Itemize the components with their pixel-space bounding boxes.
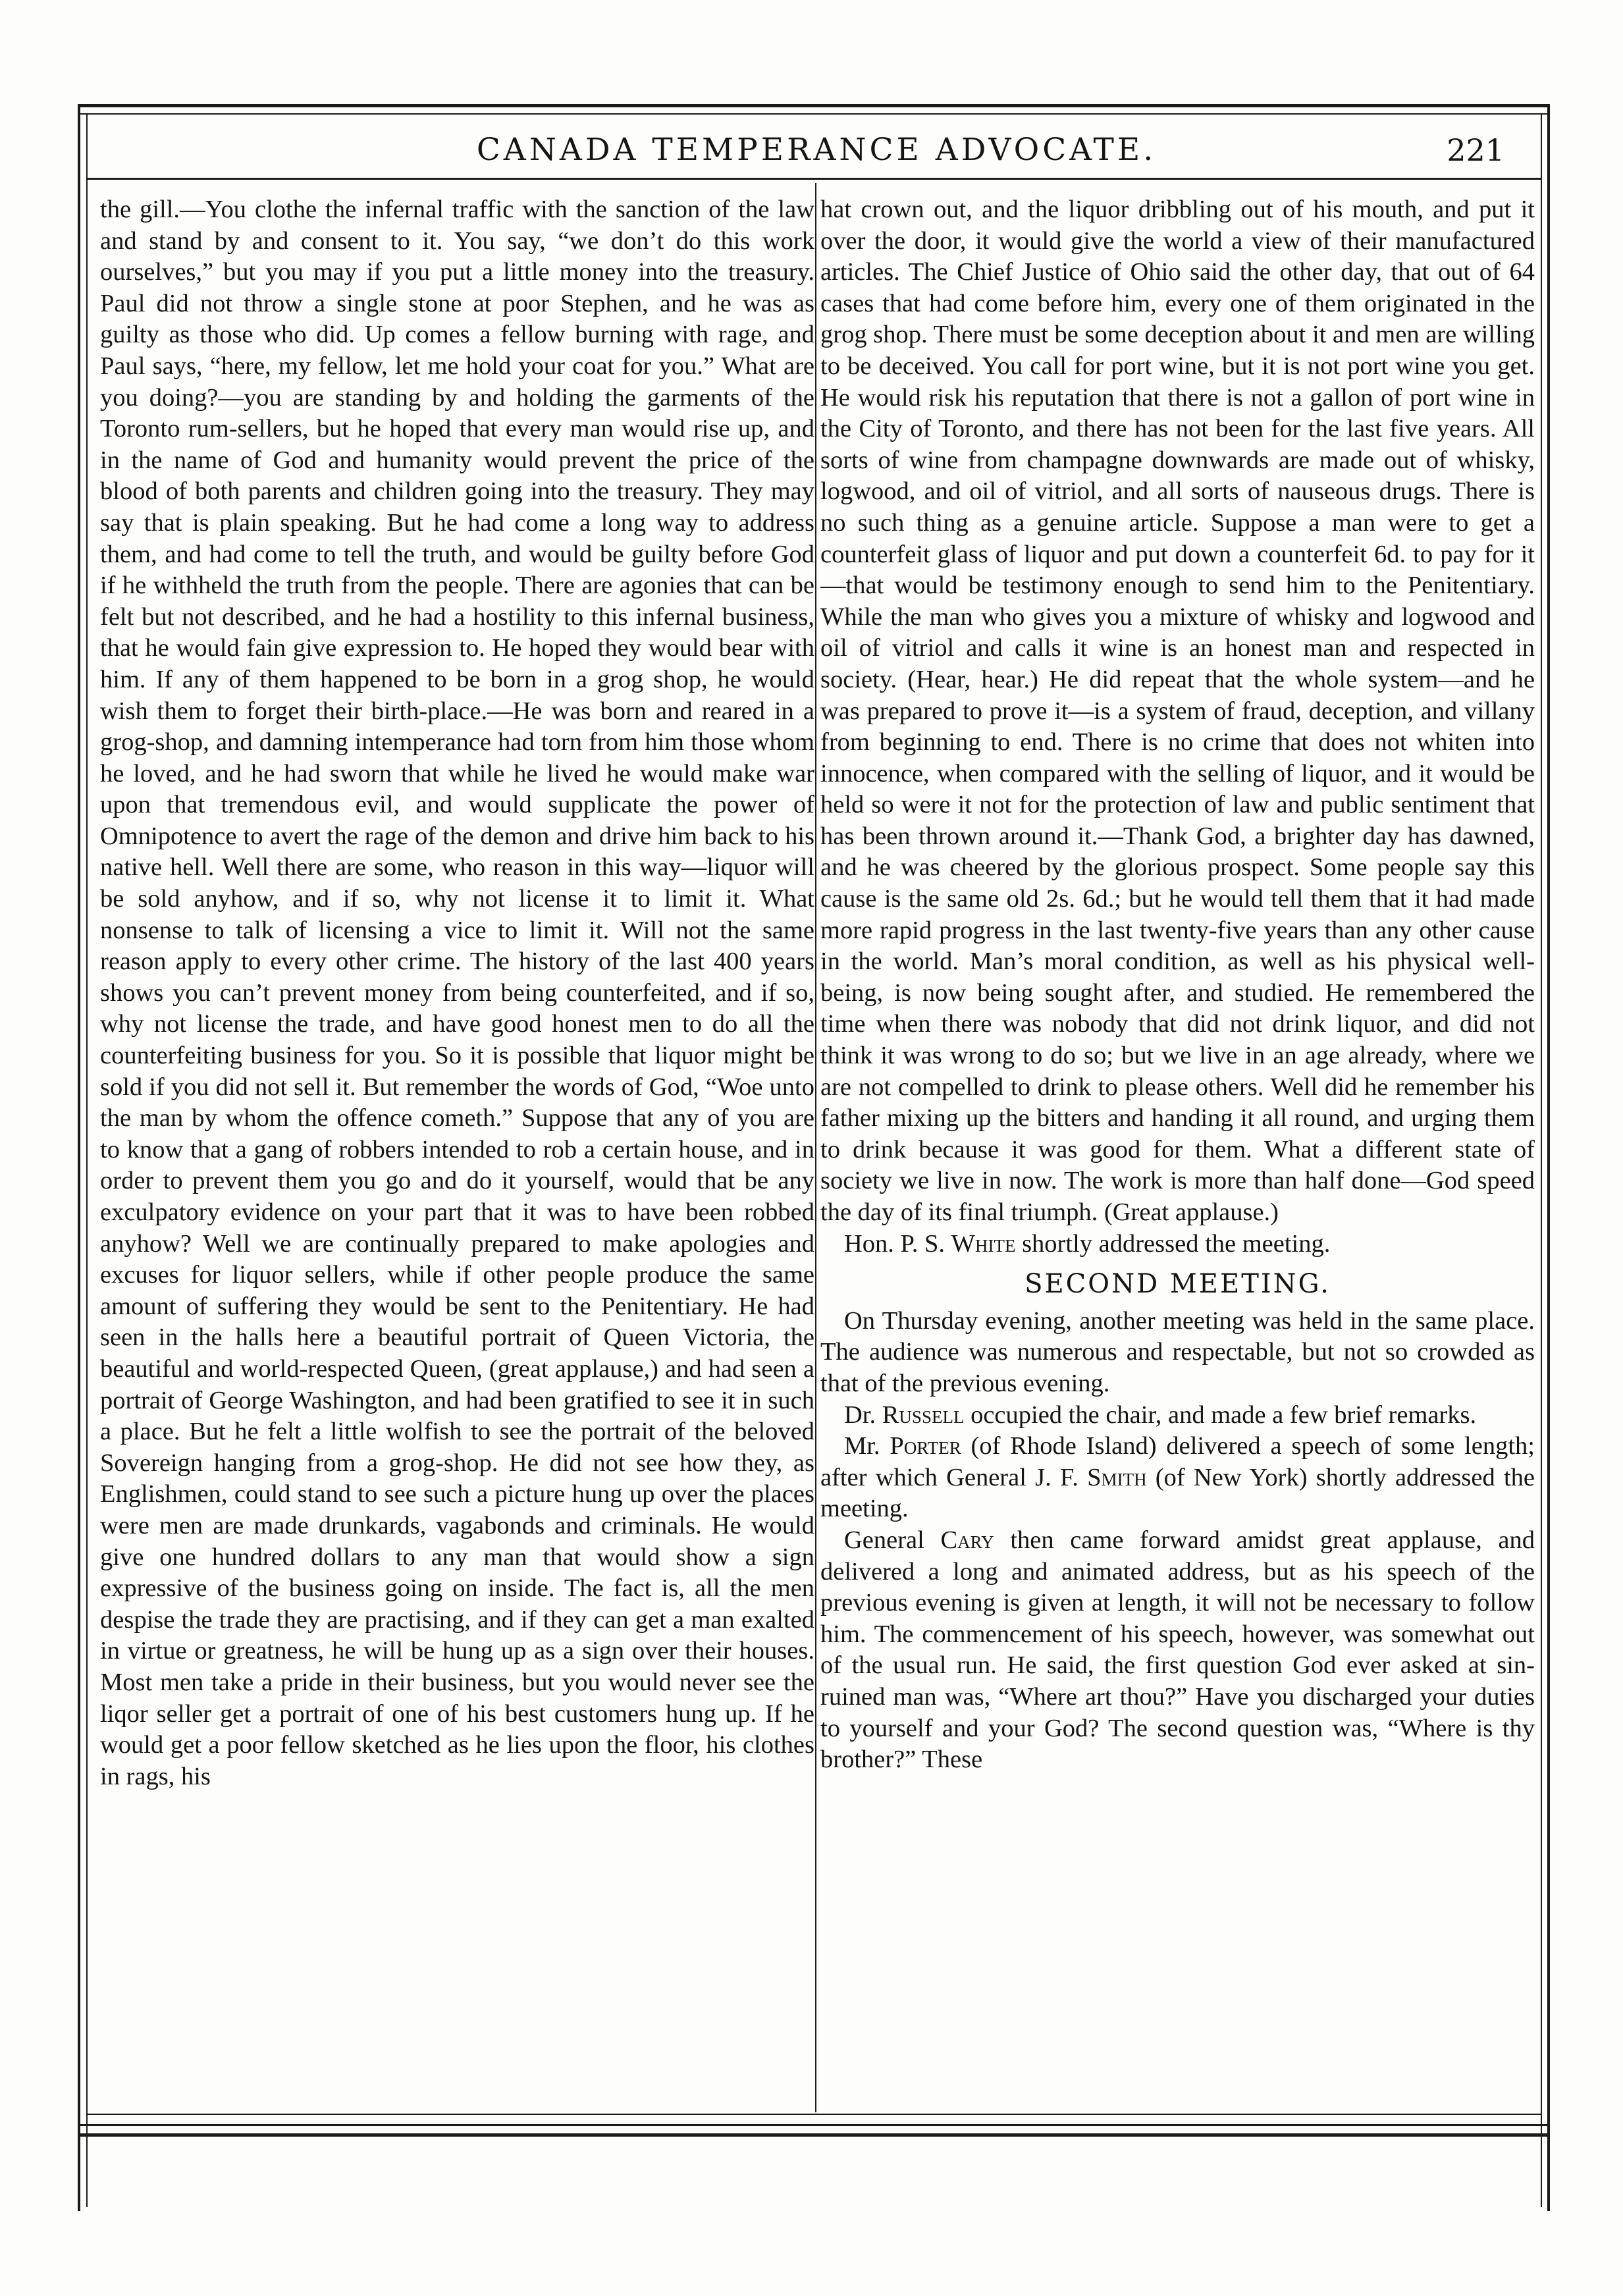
right-paragraph-thursday: On Thursday evening, another meeting was held in the same place. The audience was numerous and respectable, but not so crowded as that of the previous evening. <box>820 1306 1535 1397</box>
right-border-outer <box>1547 104 1550 2211</box>
porter-middle: (of Rhode Island) delivered a speech of some length; after which General J. F. <box>820 1432 1535 1491</box>
white-prefix: Hon. P. S. <box>844 1229 951 1258</box>
top-rule-inner <box>78 113 1549 115</box>
bottom-rule-mid <box>78 2124 1550 2126</box>
right-paragraph-russell <box>820 1400 1535 1431</box>
speaker-name-smith: Smith <box>1087 1463 1147 1491</box>
russell-suffix: occupied the chair, and made a few brief remarks. <box>964 1401 1477 1429</box>
speaker-name-cary: Cary <box>940 1526 994 1554</box>
right-border-inner <box>1541 113 1542 2207</box>
right-paragraph-white <box>820 1229 1535 1260</box>
section-heading: SECOND MEETING. <box>1024 1269 1331 1300</box>
bottom-rule-inner <box>88 2114 1541 2115</box>
left-border-outer <box>78 104 80 2211</box>
porter-suffix: (of New York) shortly addressed the meeting. <box>820 1463 1535 1523</box>
speaker-name-porter: Porter <box>890 1432 961 1460</box>
russell-prefix: Dr. <box>844 1401 882 1429</box>
column-divider <box>815 183 816 2112</box>
left-column <box>100 194 814 2117</box>
cary-prefix: General <box>844 1526 941 1554</box>
cary-suffix: then came forward amidst great applause, and delivered a long and animated address, but as his speech of the previous evening is given at length, it will not be necessary to follow him. The commencement of his speech, however, was somewhat out of the usual run. He said, the first question God ever asked at sin-ruined man was, “Where art thou?” Have you discharged your duties to yourself and your God? The second question was, “Where is thy brother?” These <box>820 1526 1535 1774</box>
top-rule-outer <box>78 104 1549 107</box>
publication-title: CANADA TEMPERANCE ADVOCATE. <box>476 132 1157 168</box>
page-number: 221 <box>1447 132 1504 168</box>
right-paragraph-1: hat crown out, and the liquor dribbling out of his mouth, and put it over the door, it would give the world a view of their manufactured articles. The Chief Justice of Ohio said the other day, that out of 64 cases that had come before him, every one of them originated in the grog shop. There must be some deception about it and men are willing to be deceived. You call for port wine, but it is not port wine you get. He would risk his reputation that there is not a gallon of port wine in the City of Toronto, and there has not been for the last five years. All sorts of wine from champagne downwards are made out of whisky, logwood, and oil of vitriol, and all sorts of nauseous drugs. There is no such thing as a genuine article. Suppose a man were to get a counterfeit glass of liquor and put down a counterfeit 6d. to pay for it—that would be testimony enough to send him to the Penitentiary. While the man who gives you a mixture of whisky and logwood and oil of vitriol and calls it wine is an honest man and respected in society. (Hear, hear.) He did repeat that the whole system—and he was prepared to prove it—is a system of fraud, deception, and villany from beginning to end. There is no crime that does not whiten into innocence, when compared with the selling of liquor, and it would be held so were it not for the protection of law and public sentiment that has been thrown around it.—Thank God, a brighter day has dawned, and he was cheered by the glorious prospect. Some people say this cause is the same old 2s. 6d.; but he would tell them that it had made more rapid progress in the last twenty-five years than any other cause in the world. Man’s moral condition, as well as his physical well-being, is now being sought after, and studied. He remembered the time when there was nobody that did not drink liquor, and did not think it was wrong to do so; but we live in an age already, where we are not compelled to drink to please others. Well did he remember his father mixing up the bitters and handing it all round, and urging them to drink because it was good for them. What a different state of society we live in now. The work is more than half done—God speed the day of its final triumph. (Great applause.) <box>820 196 1535 1226</box>
speaker-name-russell: Russell <box>882 1401 965 1429</box>
right-paragraph-cary <box>820 1525 1535 1776</box>
left-border-inner <box>86 113 88 2207</box>
header-rule <box>88 178 1541 180</box>
white-suffix: shortly addressed the meeting. <box>1015 1229 1331 1258</box>
speaker-name-white: White <box>951 1229 1016 1258</box>
right-paragraph-porter <box>820 1431 1535 1525</box>
bottom-rule-outer <box>78 2133 1550 2137</box>
left-column-text: the gill.—You clothe the infernal traffic with the sanction of the law and stand by and consent to it. You say, “we don’t do this work ourselves,” but you may if you put a little money into the treasury. Paul did not throw a single stone at poor Stephen, and he was as guilty as those who did. Up comes a fellow burning with rage, and Paul says, “here, my fellow, let me hold your coat for you.” What are you doing?—you are standing by and holding the garments of the Toronto rum-sellers, but he hoped that every man would rise up, and in the name of God and humanity would prevent the price of the blood of both parents and children going into the treasury. They may say that is plain speaking. But he had come a long way to address them, and had come to tell the truth, and would be guilty before God if he withheld the truth from the people. There are agonies that can be felt but not described, and he had a hostility to this infernal business, that he would fain give expression to. He hoped they would bear with him. If any of them happened to be born in a grog shop, he would wish them to forget their birth-place.—He was born and reared in a grog-shop, and damning intemperance had torn from him those whom he loved, and he had sworn that while he lived he would make war upon that tremendous evil, and would supplicate the power of Omnipotence to avert the rage of the demon and drive him back to his native hell. Well there are some, who reason in this way—liquor will be sold anyhow, and if so, why not license it to limit it. What nonsense to talk of licensing a vice to limit it. Will not the same reason apply to every other crime. The history of the last 400 years shows you can’t prevent money from being counterfeited, and if so, why not license the trade, and have good honest men to do all the counterfeiting business for you. So it is possible that liquor might be sold if you did not sell it. But remember the words of God, “Woe unto the man by whom the offence cometh.” Suppose that any of you are to know that a gang of robbers intended to rob a certain house, and in order to prevent them you go and do it yourself, would that be any exculpatory evidence on your part that it was to have been robbed anyhow? Well we are continually prepared to make apologies and excuses for liquor sellers, while if other people produce the same amount of suffering they would be sent to the Penitentiary. He had seen in the halls here a beautiful portrait of Queen Victoria, the beautiful and world-respected Queen, (great applause,) and had seen a portrait of George Washington, and had been gratified to see it in such a place. But he felt a little wolfish to see the portrait of the beloved Sovereign hanging from a grog-shop. He did not see how they, as Englishmen, could stand to see such a picture hung up over the places were men are made drunkards, vagabonds and criminals. He would give one hundred dollars to any man that would show a sign expressive of the business going on inside. The fact is, all the men despise the trade they are practising, and if they can get a man exalted in virtue or greatness, he will be hung up as a sign over their houses. Most men take a pride in their business, but you would never see the liqor seller get a portrait of one of his best customers hung up. If he would get a poor fellow sketched as he lies upon the floor, his clothes in rags, his <box>100 196 814 1790</box>
porter-prefix: Mr. <box>844 1432 890 1460</box>
right-column <box>820 194 1535 2117</box>
